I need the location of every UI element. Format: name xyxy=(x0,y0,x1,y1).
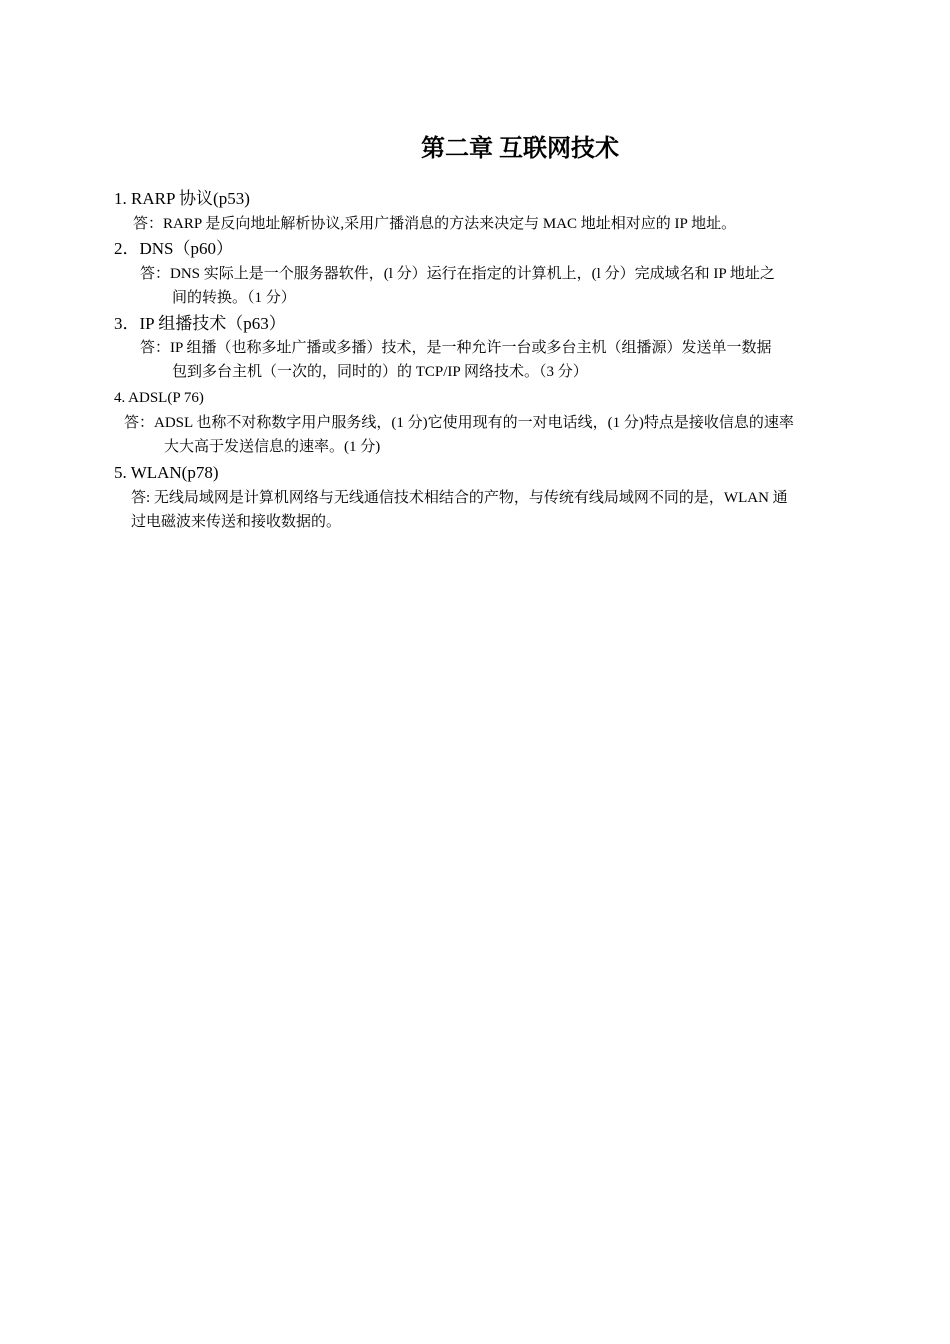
answer-2-line-1: 答：DNS 实际上是一个服务器软件，(l 分）运行在指定的计算机上，(l 分）完成域名和 IP 地址之 xyxy=(140,266,775,282)
question-1-heading: 1. RARP 协议(p53) xyxy=(114,189,250,208)
answer-3-line-2: 包到多台主机（一次的，同时的）的 TCP/IP 网络技术。（3 分） xyxy=(172,364,588,380)
answer-5-line-2: 过电磁波来传送和接收数据的。 xyxy=(131,514,342,530)
answer-1-line-1: 答：RARP 是反向地址解析协议,采用广播消息的方法来决定与 MAC 地址相对应的 IP 地址。 xyxy=(133,216,737,232)
answer-4-line-2: 大大高于发送信息的速率。(1 分) xyxy=(164,439,381,455)
answer-5-line-1: 答: 无线局域网是计算机网络与无线通信技术相结合的产物，与传统有线局域网不同的是，WLAN 通 xyxy=(131,490,788,506)
answer-3-line-1: 答：IP 组播（也称多址广播或多播）技术，是一种允许一台或多台主机（组播源）发送单一数据 xyxy=(140,340,772,356)
question-2-heading: 2．DNS（p60） xyxy=(114,239,234,258)
answer-4-line-1: 答：ADSL 也称不对称数字用户服务线，(1 分)它使用现有的一对电话线，(1 分)特点是接收信息的速率 xyxy=(124,415,794,431)
answer-2-line-2: 间的转换。（1 分） xyxy=(172,290,296,306)
question-4-heading: 4. ADSL(P 76) xyxy=(114,390,204,406)
question-3-heading: 3．IP 组播技术（p63） xyxy=(114,314,286,333)
chapter-title: 第二章 互联网技术 xyxy=(421,136,619,162)
question-5-heading: 5. WLAN(p78) xyxy=(114,463,219,482)
